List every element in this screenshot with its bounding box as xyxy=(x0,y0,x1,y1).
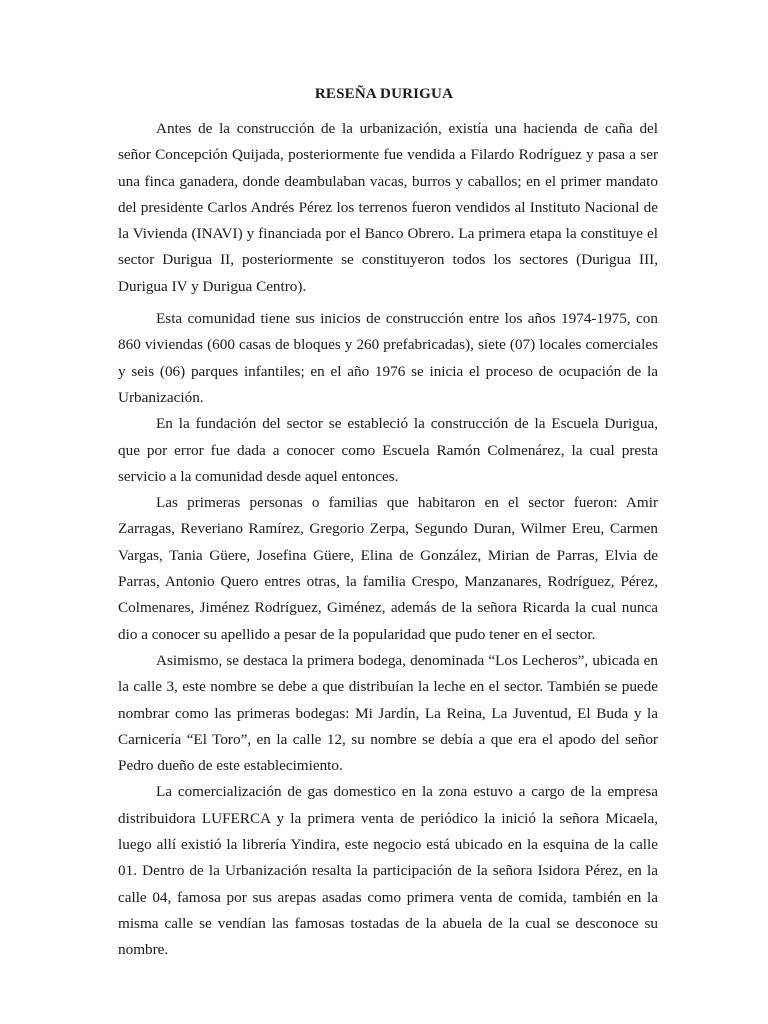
paragraph-6: La comercialización de gas domestico en la zona estuvo a cargo de la empresa distribuidora LUFERCA y la primera venta de periódico la inició la señora Micaela, luego allí existió la librería Yindira, este negocio está ubicado en la esquina de la calle 01. Dentro de la Urbanización resalta la participación de la señora Isidora Pérez, en la calle 04, famosa por sus arepas asadas como primera venta de comida, también en la misma calle se vendían las famosas tostadas de la abuela de la cual se desconoce su nombre. xyxy=(118,783,658,959)
paragraph-3: En la fundación del sector se estableció la construcción de la Escuela Durigua, que por error fue dada a conocer como Escuela Ramón Colmenárez, la cual presta servicio a la comunidad desde aquel entonces. xyxy=(118,415,658,485)
paragraph-4: Las primeras personas o familias que habitaron en el sector fueron: Amir Zarragas, Reveriano Ramírez, Gregorio Zerpa, Segundo Duran, Wilmer Ereu, Carmen Vargas, Tania Güere, Josefina Güere, Elina de González, Mirian de Parras, Elvia de Parras, Antonio Quero entres otras, la familia Crespo, Manzanares, Rodríguez, Pérez, Colmenares, Jiménez Rodríguez, Giménez, además de la señora Ricarda la cual nunca dio a conocer su apellido a pesar de la popularidad que pudo tener en el sector. xyxy=(118,494,658,643)
paragraph-1: Antes de la construcción de la urbanización, existía una hacienda de caña del señor Concepción Quijada, posteriormente fue vendida a Filardo Rodríguez y pasa a ser una finca ganadera, donde deambulaban vacas, burros y caballos; en el primer mandato del presidente Carlos Andrés Pérez los terrenos fueron vendidos al Instituto Nacional de la Vivienda (INAVI) y financiada por el Banco Obrero. La primera etapa la constituye el sector Durigua II, posteriormente se constituyeron todos los sectores (Durigua III, Durigua IV y Durigua Centro). xyxy=(118,120,658,295)
document-body xyxy=(118,116,658,964)
paragraph-2: Esta comunidad tiene sus inicios de construcción entre los años 1974-1975, con 860 viviendas (600 casas de bloques y 260 prefabricadas), siete (07) locales comerciales y seis (06) parques infantiles; en el año 1976 se inicia el proceso de ocupación de la Urbanización. xyxy=(118,310,658,406)
paragraph-5: Asimismo, se destaca la primera bodega, denominada “Los Lecheros”, ubicada en la calle 3, este nombre se debe a que distribuían la leche en el sector. También se puede nombrar como las primeras bodegas: Mi Jardín, La Reina, La Juventud, El Buda y la Carnicería “El Toro”, en la calle 12, su nombre se debía a que era el apodo del señor Pedro dueño de este establecimiento. xyxy=(118,651,658,775)
document-title: RESEÑA DURIGUA xyxy=(314,86,454,102)
